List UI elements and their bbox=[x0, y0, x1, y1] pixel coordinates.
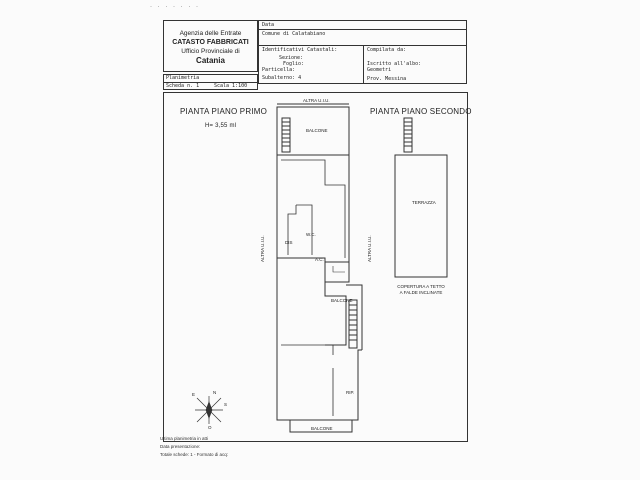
compilata-label: Compilata da: bbox=[367, 47, 407, 53]
agency-city: Catania bbox=[196, 56, 225, 65]
corridor-step bbox=[333, 266, 345, 272]
footer-line2: Data presentazione: bbox=[160, 444, 201, 449]
subalterno-label: Subalterno: 4 bbox=[262, 75, 302, 81]
data-label: Data bbox=[262, 22, 275, 28]
footer-line3: Totale schede: 1 - Formato di acq: bbox=[160, 452, 229, 457]
second-floor-outline bbox=[395, 155, 447, 277]
wc-label: W.C. bbox=[306, 232, 316, 237]
mid-balcony-label: BALCONE bbox=[331, 298, 353, 303]
iscritto-value: Geometri bbox=[367, 67, 392, 73]
lower-inner-wall bbox=[281, 345, 333, 355]
terrazza-label: TERRAZZA bbox=[412, 200, 436, 205]
roof-note-line2: A FALDE INCLINATE bbox=[399, 290, 443, 295]
agency-line2: CATASTO FABBRICATI bbox=[172, 39, 249, 46]
sezione-label: Sezione: bbox=[279, 55, 304, 61]
top-stair bbox=[282, 118, 290, 152]
rip-label: RIP. bbox=[346, 390, 355, 395]
scheda-label: Scheda n. 1 bbox=[166, 83, 200, 89]
wc-wall bbox=[296, 205, 312, 255]
particella-label: Particella: bbox=[262, 67, 296, 73]
prov-label: Prov. Messina bbox=[367, 76, 407, 82]
roof-note bbox=[388, 284, 454, 296]
compass-rose bbox=[195, 396, 223, 424]
first-floor-title: PIANTA PIANO PRIMO bbox=[180, 107, 268, 116]
dis-wall bbox=[288, 205, 296, 255]
compass-e: E bbox=[192, 392, 196, 397]
floor-height: H= 3,55 ml bbox=[205, 123, 237, 129]
identificativi-label: Identificativi Catastali: bbox=[262, 47, 338, 53]
agency-line3: Ufficio Provinciale di bbox=[181, 48, 240, 55]
compass-o: O bbox=[208, 425, 212, 430]
altra-uiu-right-label: ALTRA U.I.U. bbox=[367, 235, 372, 262]
compass-s: S bbox=[224, 402, 228, 407]
ac-label: A.C. bbox=[315, 257, 324, 262]
mid-balcony-outline bbox=[325, 282, 346, 345]
bottom-balcony-label: BALCONE bbox=[311, 426, 333, 431]
roof-note-line1: COPERTURA A TETTO bbox=[397, 284, 445, 289]
compass-n: N bbox=[213, 390, 217, 395]
altra-uiu-left-label: ALTRA U.I.U. bbox=[260, 235, 265, 262]
agency-line1: Agenzia delle Entrate bbox=[179, 30, 242, 37]
top-balcony-label: BALCONE bbox=[306, 128, 328, 133]
foglio-label: Foglio: bbox=[283, 61, 305, 67]
footer-line1: Ultima planimetria in atti bbox=[160, 436, 209, 441]
scala-label: Scala 1:100 bbox=[214, 83, 248, 89]
scan-artifact: · · · · · · · bbox=[150, 4, 200, 10]
second-floor-stair bbox=[404, 118, 412, 152]
mid-stair bbox=[349, 300, 357, 348]
iscritto-label: Iscritto all'albo: bbox=[367, 61, 422, 67]
comune-label: Comune di Calatabiano bbox=[262, 31, 326, 37]
altra-uiu-top-label: ALTRA U.I.U. bbox=[303, 98, 330, 103]
dis-label: DIS bbox=[285, 240, 293, 245]
second-floor-title: PIANTA PIANO SECONDO bbox=[370, 107, 472, 116]
planimetria-label: Planimetria bbox=[166, 75, 200, 81]
